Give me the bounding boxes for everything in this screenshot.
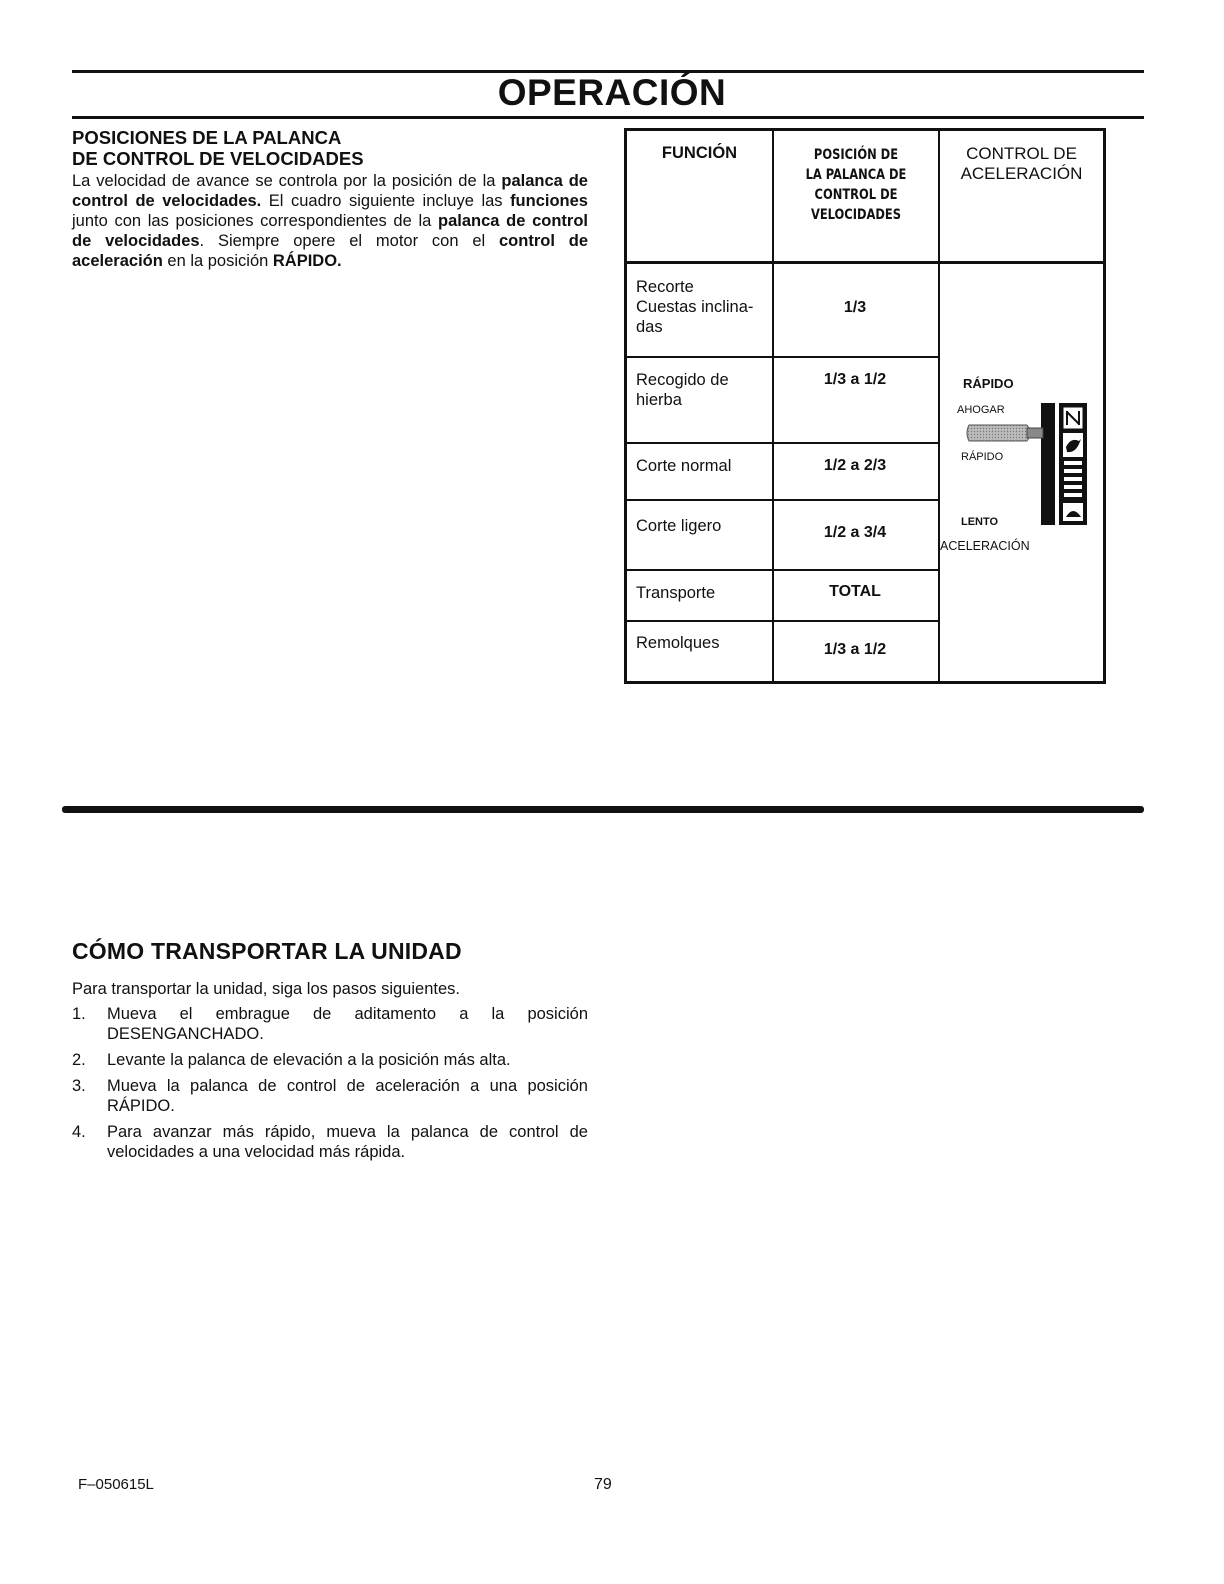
speed-section-heading [72, 127, 592, 169]
row-5-position: TOTAL [829, 583, 881, 600]
row-3-function: Corte normal [636, 457, 732, 475]
speed-section-paragraph [72, 171, 588, 271]
row-5-function: Transporte [636, 584, 716, 602]
throttle-lever-icon [961, 397, 1101, 537]
step-2-number: 2. [72, 1051, 86, 1069]
para-text-1: La velocidad de avance se controla por la posición de la [72, 172, 502, 190]
table-row-rule-1 [627, 356, 938, 358]
table-row-rule-4 [627, 569, 938, 571]
table-col-divider-2 [938, 131, 940, 681]
throttle-label-choke: AHOGAR [957, 404, 1005, 416]
para-text-3: junto con las posiciones correspondientes de la [72, 212, 438, 230]
section-separator [62, 806, 1144, 813]
step-3-text: Mueva la palanca de control de aceleración a una posición RÁPIDO. [107, 1077, 588, 1115]
header-position-line1: POSICIÓN DE [813, 147, 899, 163]
para-text-5: en la posición [162, 252, 273, 270]
step-4-number: 4. [72, 1123, 86, 1141]
header-position [784, 145, 928, 225]
row-2-function [636, 370, 766, 410]
transport-step-3 [72, 1076, 588, 1116]
para-bold-5: RÁPIDO. [272, 252, 342, 270]
para-bold-4: control de aceleración [72, 232, 588, 270]
title-bottom-rule [72, 116, 1144, 119]
row-1-function-line2: Cuestas inclina- [636, 298, 754, 316]
step-1-number: 1. [72, 1005, 86, 1023]
row-1-position: 1/3 [843, 299, 867, 316]
row-4-position: 1/2 a 3/4 [823, 524, 887, 541]
throttle-label-fast: RÁPIDO [961, 451, 1004, 463]
throttle-label-caption: ACELERACIÓN [940, 539, 1030, 553]
throttle-label-slow: LENTO [961, 516, 999, 528]
para-bold-1: palanca de control de velocidades. [72, 172, 588, 210]
transport-steps [72, 1004, 588, 1168]
step-2-text: Levante la palanca de elevación a la posición más alta. [107, 1051, 511, 1069]
header-throttle-line2: ACELERACIÓN [960, 164, 1083, 183]
para-text-2: El cuadro siguiente incluye las [261, 192, 511, 210]
row-4-function: Corte ligero [636, 517, 722, 535]
row-3-position: 1/2 a 2/3 [823, 457, 887, 474]
row-1-function-line3: das [636, 318, 663, 336]
header-throttle [940, 144, 1103, 184]
table-header-rule [627, 261, 1103, 264]
speed-heading-line1: POSICIONES DE LA PALANCA [72, 127, 342, 148]
row-6-function: Remolques [636, 634, 720, 652]
step-1-text: Mueva el embrague de aditamento a la posición DESENGANCHADO. [107, 1005, 588, 1043]
page-title: OPERACIÓN [497, 72, 727, 113]
header-position-line2: LA PALANCA DE [805, 167, 907, 183]
footer-code: F–050615L [78, 1476, 154, 1493]
row-2-function-line1: Recogido de [636, 371, 729, 389]
transport-heading: CÓMO TRANSPORTAR LA UNIDAD [72, 938, 462, 964]
row-2-position: 1/3 a 1/2 [823, 371, 887, 388]
table-col-divider-1 [772, 131, 774, 681]
table-row-rule-2 [627, 442, 938, 444]
header-position-line4: VELOCIDADES [810, 207, 902, 223]
speed-heading-line2: DE CONTROL DE VELOCIDADES [72, 148, 364, 169]
header-function: FUNCIÓN [661, 144, 738, 162]
step-3-number: 3. [72, 1077, 86, 1095]
row-1-function-line1: Recorte [636, 278, 694, 296]
para-bold-2: funciones [510, 192, 588, 210]
para-bold-3: palanca de control de velocidades [72, 212, 588, 250]
row-2-function-line2: hierba [636, 391, 682, 409]
para-text-4: . Siempre opere el motor con el [199, 232, 499, 250]
row-1-function [636, 277, 766, 337]
step-4-text: Para avanzar más rápido, mueva la palanca de control de velocidades a una velocidad más rápida. [107, 1123, 588, 1161]
transport-intro: Para transportar la unidad, siga los pasos siguientes. [72, 980, 460, 998]
speed-table [624, 128, 1106, 684]
table-row-rule-5 [627, 620, 938, 622]
transport-step-4 [72, 1122, 588, 1162]
table-row-rule-3 [627, 499, 938, 501]
throttle-label-top: RÁPIDO [963, 376, 1014, 391]
page-number: 79 [594, 1476, 612, 1493]
transport-step-2 [72, 1050, 588, 1070]
transport-step-1 [72, 1004, 588, 1044]
row-6-position: 1/3 a 1/2 [823, 641, 887, 658]
header-throttle-line1: CONTROL DE [966, 144, 1077, 163]
header-position-line3: CONTROL DE [814, 187, 898, 203]
